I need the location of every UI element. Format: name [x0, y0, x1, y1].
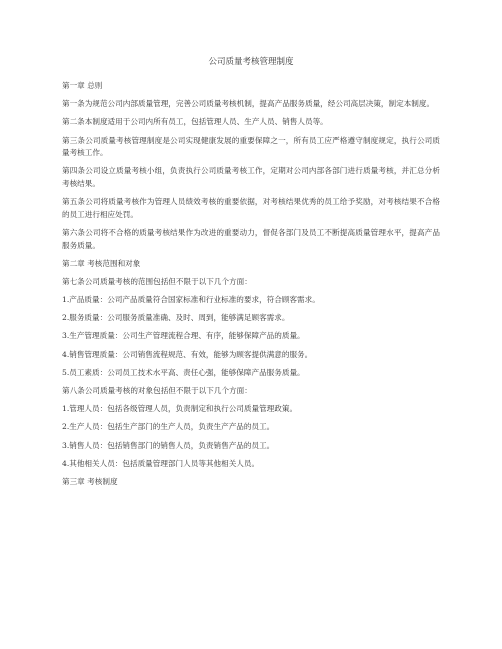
- article-paragraph: 第二条本制度适用于公司内所有员工，包括管理人员、生产人员、销售人员等。: [62, 117, 328, 127]
- article-paragraph: 第四条公司设立质量考核小组，负责执行公司质量考核工作，定期对公司内部各部门进行质量考核，并汇总分析考核结果。: [62, 166, 440, 188]
- chapter-heading: 第三章 考核制度: [62, 476, 118, 486]
- chapter-heading: 第二章 考核范围和对象: [62, 258, 141, 268]
- list-item: 1.管理人员：包括各级管理人员，负责制定和执行公司质量管理政策。: [62, 404, 298, 414]
- list-item: 3.生产管理质量：公司生产管理流程合理、有序，能够保障产品的质量。: [62, 331, 305, 341]
- document-body: [62, 80, 440, 494]
- article-paragraph: 第五条公司将质量考核作为管理人员绩效考核的重要依据，对考核结果优秀的员工给予奖励，对考核结果不合格的员工进行相应处罚。: [62, 197, 440, 219]
- list-item: 4.销售管理质量：公司销售流程规范、有效，能够为顾客提供满意的服务。: [62, 349, 313, 359]
- list-item: 1.产品质量：公司产品质量符合国家标准和行业标准的要求，符合顾客需求。: [62, 295, 320, 305]
- article-paragraph: 第七条公司质量考核的范围包括但不限于以下几个方面：: [62, 276, 252, 286]
- document-title: 公司质量考核管理制度: [208, 57, 294, 67]
- article-paragraph: 第八条公司质量考核的对象包括但不限于以下几个方面：: [62, 386, 252, 395]
- list-item: 3.销售人员：包括销售部门的销售人员，负责销售产品的员工。: [62, 440, 275, 450]
- article-paragraph: 第三条公司质量考核管理制度是公司实现健康发展的重要保障之一，所有员工应严格遵守制度规定，执行公司质量考核工作。: [62, 135, 440, 158]
- chapter-heading: 第一章 总则: [62, 81, 103, 90]
- article-paragraph: 第一条为规范公司内部质量管理，完善公司质量考核机制，提高产品服务质量，经公司高层决策，制定本制度。: [62, 99, 435, 109]
- list-item: 5.员工素质：公司员工技术水平高、责任心强，能够保障产品服务质量。: [62, 367, 305, 377]
- article-paragraph: 第六条公司将不合格的质量考核结果作为改进的重要动力，督促各部门及员工不断提高质量管理水平，提高产品服务质量。: [62, 227, 440, 250]
- list-item: 2.生产人员：包括生产部门的生产人员，负责生产产品的员工。: [62, 422, 275, 432]
- list-item: 2.服务质量：公司服务质量准确、及时、周到，能够满足顾客需求。: [62, 313, 290, 323]
- list-item: 4.其他相关人员：包括质量管理部门人员等其他相关人员。: [62, 458, 260, 468]
